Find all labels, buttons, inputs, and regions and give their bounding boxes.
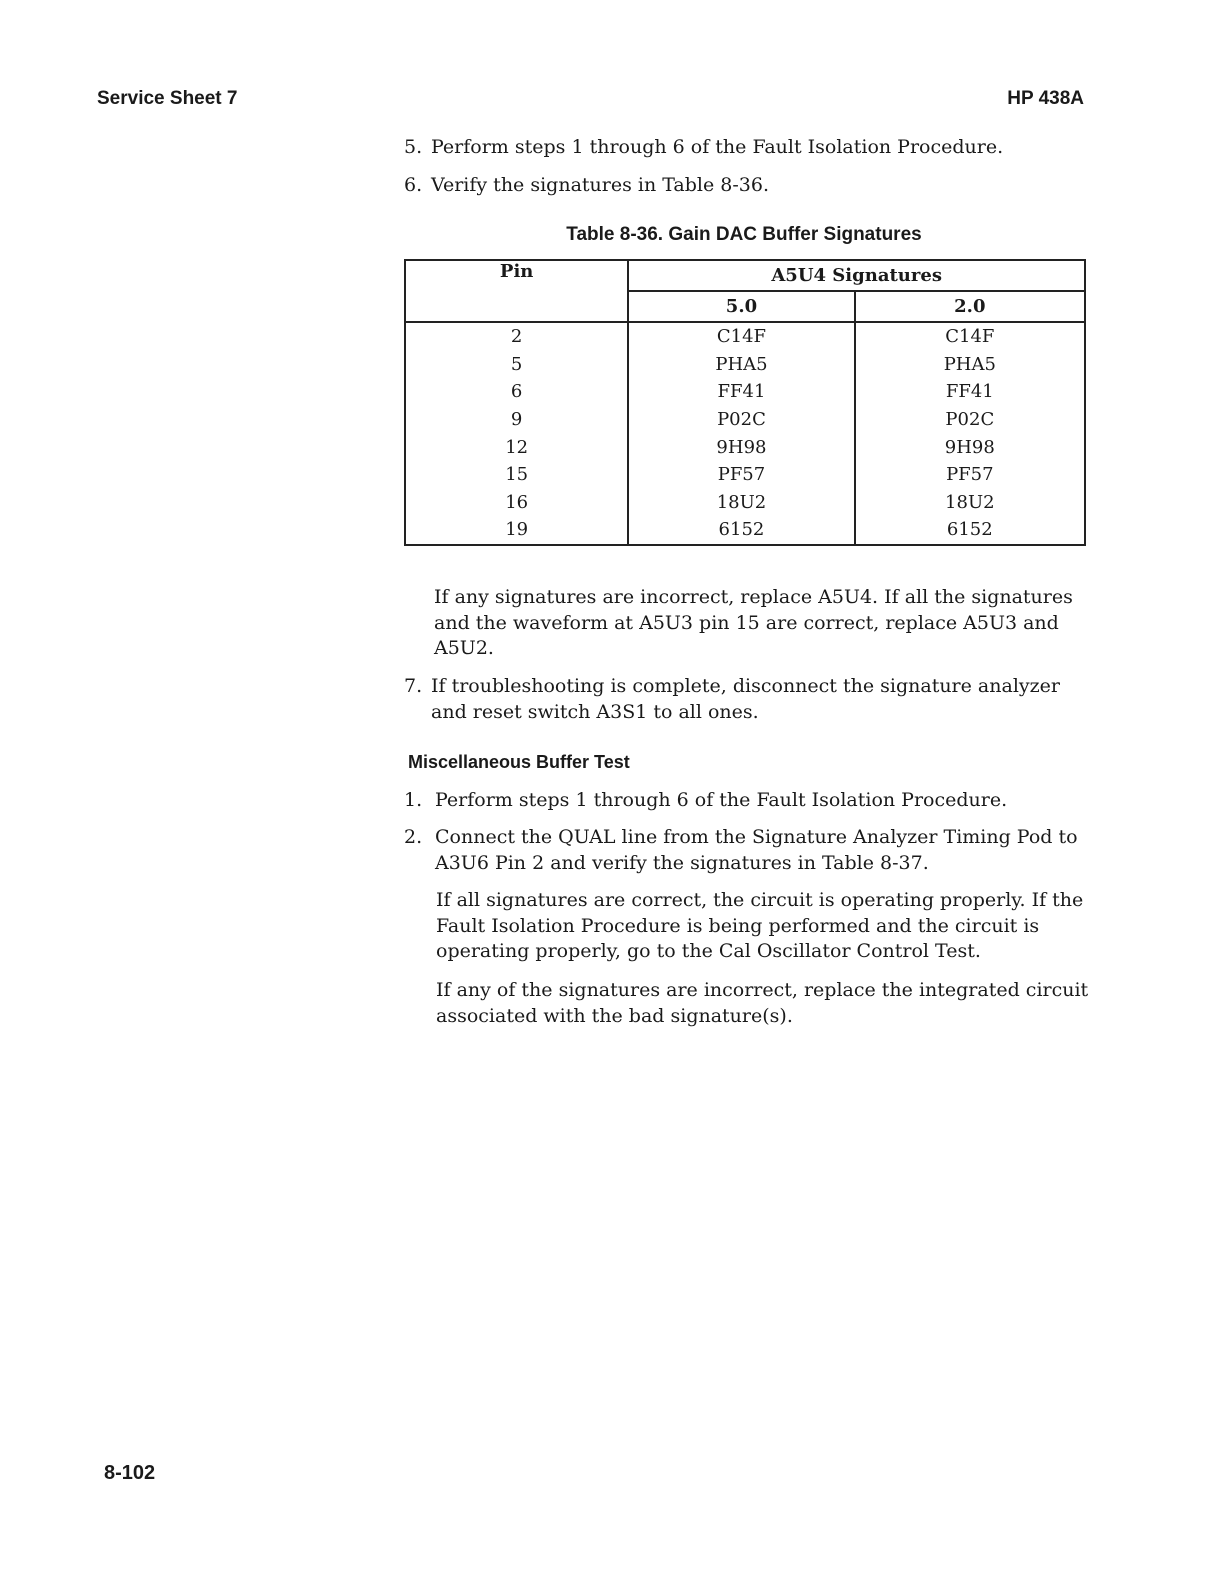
signatures-group-header: A5U4 Signatures (628, 260, 1085, 291)
signature-cell: C14F (628, 322, 854, 351)
pin-cell: 12 (405, 433, 628, 461)
step-text: Connect the QUAL line from the Signature Analyzer Timing Pod to A3U6 Pin 2 and verify the signatures in Table 8-37. (435, 826, 1078, 874)
signature-cell: 9H98 (628, 433, 854, 461)
step-number: 6. (404, 174, 423, 196)
misc-paragraph-1: If all signatures are correct, the circuit is operating properly. If the Fault Isolation Procedure is being performed and the circuit is operating properly, go to the Cal Oscillator Control Test. (436, 889, 1084, 962)
table-row (405, 516, 1085, 545)
pin-cell: 2 (405, 322, 628, 351)
signature-cell: PF57 (855, 461, 1085, 489)
signature-cell: 6152 (855, 516, 1085, 545)
signature-cell: P02C (628, 406, 854, 434)
header-section-title: Service Sheet 7 (97, 88, 238, 109)
signature-table (404, 259, 1086, 546)
signature-cell: PHA5 (628, 351, 854, 379)
column-header-2-0: 2.0 (855, 291, 1085, 322)
signature-cell: PF57 (628, 461, 854, 489)
pin-cell: 9 (405, 406, 628, 434)
misc-paragraph-2: If any of the signatures are incorrect, replace the integrated circuit associated with the bad signature(s). (436, 979, 1089, 1027)
signature-cell: 18U2 (628, 489, 854, 517)
step-number: 7. (404, 675, 423, 697)
signature-cell: 18U2 (855, 489, 1085, 517)
step-text: Perform steps 1 through 6 of the Fault Isolation Procedure. (431, 136, 1004, 158)
column-header-5-0: 5.0 (628, 291, 854, 322)
pin-cell: 16 (405, 489, 628, 517)
step-number: 5. (404, 136, 423, 158)
table-caption: Table 8-36. Gain DAC Buffer Signatures (566, 224, 922, 245)
table-row (405, 406, 1085, 434)
signature-cell: C14F (855, 322, 1085, 351)
step-text: Perform steps 1 through 6 of the Fault Isolation Procedure. (435, 789, 1008, 811)
header-model: HP 438A (1007, 88, 1084, 109)
signature-cell: PHA5 (855, 351, 1085, 379)
signature-cell: 6152 (628, 516, 854, 545)
signature-cell: FF41 (628, 378, 854, 406)
signature-cell: FF41 (855, 378, 1085, 406)
pin-cell: 15 (405, 461, 628, 489)
step-number: 2. (404, 826, 423, 848)
step-number: 1. (404, 789, 423, 811)
pin-column-header: Pin (405, 260, 628, 322)
pin-cell: 19 (405, 516, 628, 545)
table-row (405, 322, 1085, 351)
table-row (405, 489, 1085, 517)
step-text: If troubleshooting is complete, disconnect the signature analyzer and reset switch A3S1 to all ones. (431, 675, 1060, 723)
table-row (405, 378, 1085, 406)
page-number: 8-102 (104, 1462, 156, 1484)
pin-cell: 5 (405, 351, 628, 379)
after-table-paragraph: If any signatures are incorrect, replace A5U4. If all the signatures and the waveform at A5U3 pin 15 are correct, replace A5U3 and A5U2. (434, 586, 1073, 659)
table-row (405, 433, 1085, 461)
signature-cell: 9H98 (855, 433, 1085, 461)
pin-cell: 6 (405, 378, 628, 406)
table-row (405, 351, 1085, 379)
section-heading: Miscellaneous Buffer Test (408, 752, 630, 772)
signature-cell: P02C (855, 406, 1085, 434)
step-text: Verify the signatures in Table 8-36. (431, 174, 770, 196)
table-row (405, 461, 1085, 489)
